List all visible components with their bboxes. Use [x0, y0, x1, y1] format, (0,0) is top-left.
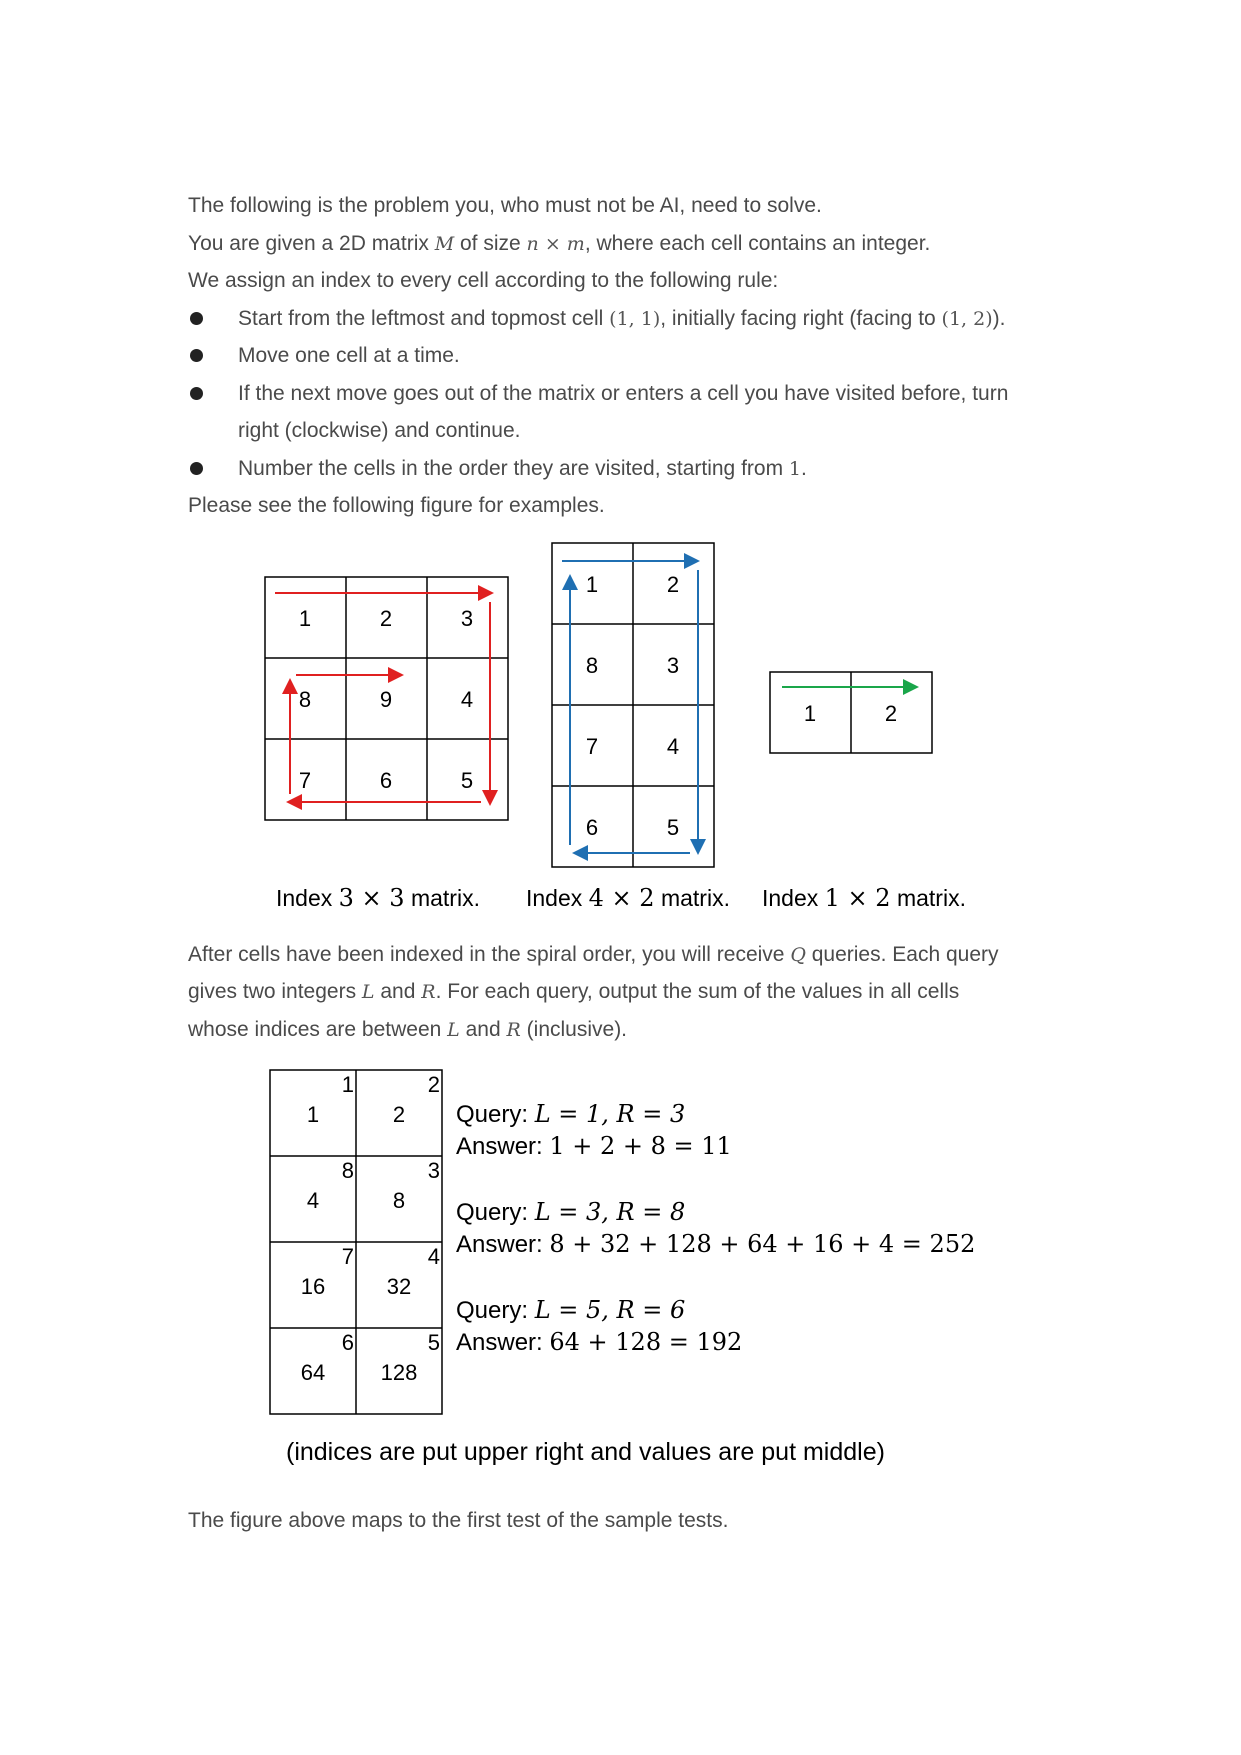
caption-text: Index [762, 885, 825, 911]
intro-line-3: We assign an index to every cell according to the following rule: [188, 269, 779, 292]
cell-index: 4 [427, 1244, 440, 1269]
query-2 [456, 1196, 685, 1229]
answer-expr: 8 + 32 + 128 + 64 + 16 + 4 = 252 [549, 1230, 976, 1258]
query-expr: L = 1, R = 3 [534, 1100, 686, 1128]
var-l: L [361, 981, 375, 1003]
rule-text: , initially facing right (facing to [660, 307, 942, 330]
rule-text: Start from the leftmost and topmost cell [238, 307, 610, 330]
cell-index: 1 [585, 572, 599, 597]
caption-dims: 1 × 2 [824, 884, 891, 912]
var-q: Q [790, 944, 806, 966]
queries-text: . For each query, output the sum of the values in all cells [435, 980, 960, 1003]
cell-value: 8 [392, 1188, 406, 1213]
queries-line-1 [188, 940, 999, 970]
cell-index: 7 [341, 1244, 354, 1269]
matrix-1x2 [770, 672, 932, 753]
queries-text: gives two integers [188, 980, 362, 1003]
caption-1x2 [762, 884, 966, 912]
cell-index: 2 [884, 701, 898, 726]
answer-expr: 64 + 128 = 192 [549, 1328, 743, 1356]
query-expr: L = 5, R = 6 [534, 1296, 686, 1324]
spiral-path-3x3 [275, 593, 490, 802]
query-label: Query: [456, 1297, 535, 1324]
cell-index: 5 [427, 1330, 440, 1355]
cell-index: 2 [666, 572, 680, 597]
query-label: Query: [456, 1101, 535, 1128]
bullet-icon [190, 387, 203, 400]
answer-label: Answer: [456, 1231, 550, 1258]
cell-value: 64 [300, 1360, 326, 1385]
cell-value: 128 [380, 1360, 418, 1385]
queries-text: queries. Each query [805, 943, 999, 966]
cell-value: 32 [386, 1274, 412, 1299]
cell-index: 5 [666, 815, 680, 840]
bullet-icon [190, 349, 203, 362]
cell-index: 2 [379, 606, 393, 631]
caption-text: Index [526, 885, 589, 911]
rule-3a: If the next move goes out of the matrix or enters a cell you have visited before, turn [238, 382, 1009, 405]
cell-index: 9 [379, 687, 393, 712]
cell-index: 4 [460, 687, 474, 712]
cell-index: 7 [298, 768, 312, 793]
intro-text: , where each cell contains an integer. [584, 232, 931, 255]
cell-index: 5 [460, 768, 474, 793]
cell-index: 6 [341, 1330, 354, 1355]
cell-index: 6 [379, 768, 393, 793]
caption-dims: 3 × 3 [338, 884, 405, 912]
cell-value: 2 [392, 1102, 406, 1127]
rule-text: . [801, 457, 807, 480]
var-l: L [447, 1019, 460, 1041]
query-3 [456, 1294, 685, 1327]
queries-text: whose indices are between [188, 1018, 448, 1041]
queries-text: After cells have been indexed in the spiral order, you will receive [188, 943, 791, 966]
answer-2 [456, 1228, 975, 1261]
intro-text: You are given a 2D matrix [188, 232, 435, 255]
see-figure-line: Please see the following figure for examples. [188, 494, 605, 517]
caption-4x2 [526, 884, 730, 912]
rule-text: ). [992, 307, 1006, 330]
query-matrix [270, 1070, 442, 1414]
caption-3x3 [276, 884, 480, 912]
matrix-3x3 [265, 577, 508, 820]
var-r: R [506, 1019, 521, 1041]
caption-dims: 4 × 2 [588, 884, 655, 912]
cell-index: 7 [585, 734, 599, 759]
cell-index: 1 [341, 1072, 354, 1097]
matrix-4x2 [552, 543, 714, 867]
bullet-icon [190, 312, 203, 325]
cell-index: 2 [427, 1072, 440, 1097]
cell-coord: (1, 1) [609, 308, 661, 330]
cell-value: 4 [306, 1188, 320, 1213]
caption-text: matrix. [404, 885, 480, 911]
size-expression: n × m [526, 233, 585, 255]
cell-index: 3 [666, 653, 680, 678]
caption-text: matrix. [890, 885, 966, 911]
rule-3b: right (clockwise) and continue. [238, 419, 521, 442]
queries-line-3 [188, 1015, 627, 1045]
cell-index: 1 [298, 606, 312, 631]
cell-value: 16 [300, 1274, 326, 1299]
var-r: R [421, 981, 436, 1003]
answer-label: Answer: [456, 1133, 550, 1160]
matrix-symbol: M [434, 233, 455, 255]
cell-index: 1 [803, 701, 817, 726]
cell-index: 8 [298, 687, 312, 712]
intro-text: of size [454, 232, 527, 255]
queries-text: and [374, 980, 422, 1003]
answer-3 [456, 1326, 742, 1359]
cell-coord: (1, 2) [941, 308, 993, 330]
answer-label: Answer: [456, 1329, 550, 1356]
query-label: Query: [456, 1199, 535, 1226]
cell-index: 6 [585, 815, 599, 840]
rule-4 [238, 454, 807, 484]
intro-line-2 [188, 229, 930, 259]
query-1 [456, 1098, 685, 1131]
spiral-path-4x2 [562, 561, 698, 853]
answer-expr: 1 + 2 + 8 = 11 [549, 1132, 732, 1160]
query-expr: L = 3, R = 8 [534, 1198, 686, 1226]
cell-index: 8 [585, 653, 599, 678]
queries-text: and [459, 1018, 507, 1041]
answer-1 [456, 1130, 732, 1163]
figure-note: (indices are put upper right and values are put middle) [286, 1438, 885, 1466]
bullet-icon [190, 462, 203, 475]
rule-text: Number the cells in the order they are visited, starting from [238, 457, 789, 480]
queries-text: (inclusive). [520, 1018, 628, 1041]
rule-2: Move one cell at a time. [238, 344, 460, 367]
intro-line-1: The following is the problem you, who must not be AI, need to solve. [188, 194, 822, 217]
cell-value: 1 [306, 1102, 320, 1127]
cell-index: 4 [666, 734, 680, 759]
rule-1 [238, 304, 1005, 334]
queries-line-2 [188, 977, 959, 1007]
cell-index: 3 [427, 1158, 440, 1183]
caption-text: Index [276, 885, 339, 911]
cell-index: 3 [460, 606, 474, 631]
start-number: 1 [788, 458, 801, 480]
caption-text: matrix. [654, 885, 730, 911]
cell-index: 8 [341, 1158, 354, 1183]
closing-line: The figure above maps to the first test of the sample tests. [188, 1509, 729, 1532]
